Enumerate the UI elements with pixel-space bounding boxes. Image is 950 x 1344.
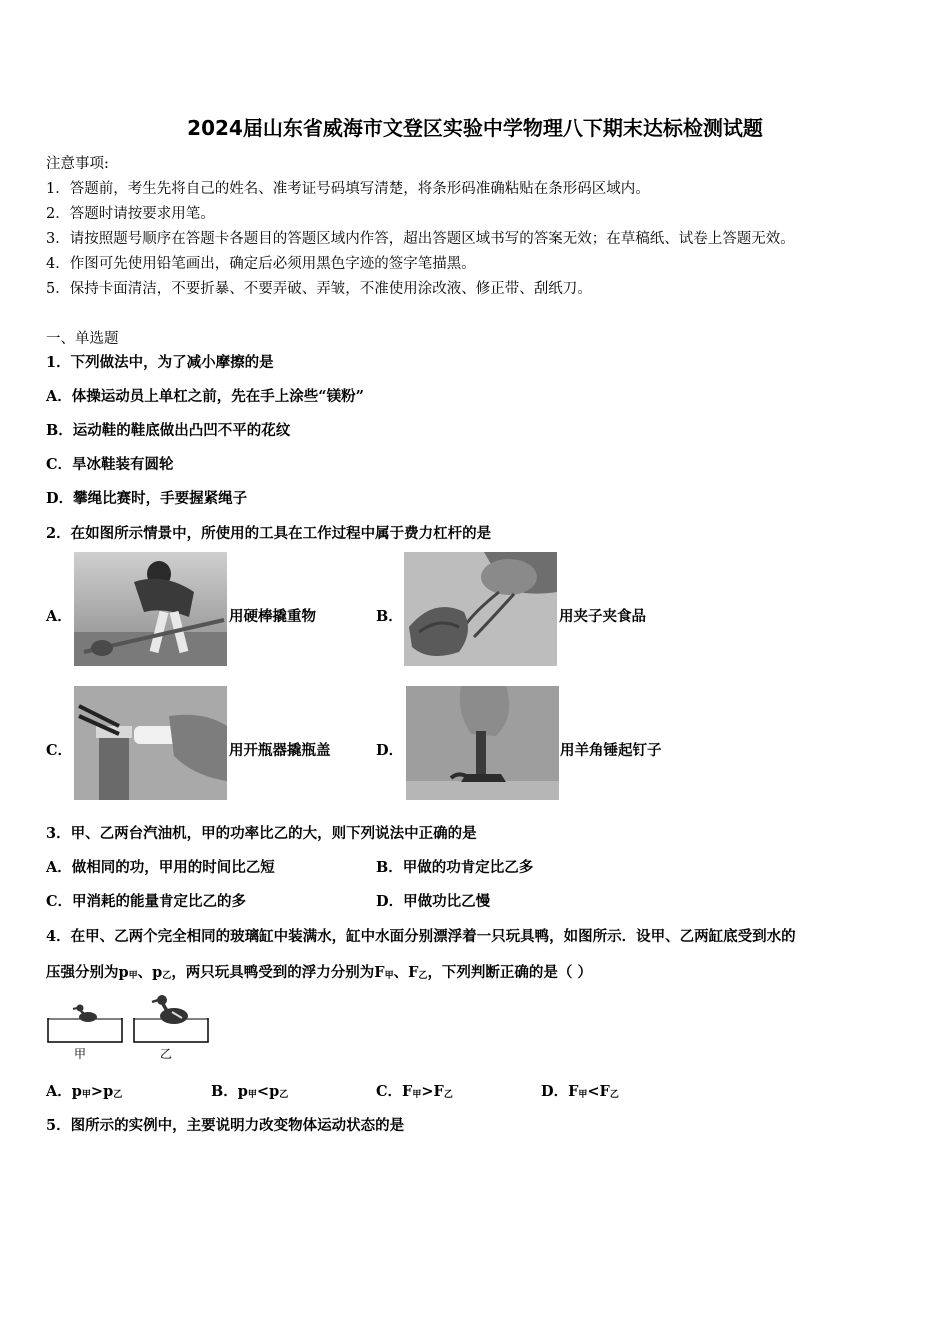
question-4-stem-line2: 压强分别为$p_甲$、$p_乙$，两只玩具鸭受到的浮力分别为$F_甲$、$F_乙$，下列判断正确的是（ ）: [46, 964, 592, 981]
notice-item: 5．保持卡面清洁，不要折暴、不要弄破、弄皱，不准使用涂改液、修正带、刮纸刀。: [46, 281, 592, 297]
tongs-photo: [404, 552, 557, 666]
section-heading: 一、单选题: [46, 331, 119, 347]
ducks-in-tanks-figure: [46, 992, 211, 1064]
notice-heading: 注意事项:: [46, 156, 109, 172]
notice-item: 1．答题前，考生先将自己的姓名、准考证号码填写清楚，将条形码准确粘贴在条形码区域内。: [46, 181, 650, 197]
question-2-option-b-caption: 用夹子夹食品: [559, 608, 646, 625]
question-1-option-d: D．攀绳比赛时，手要握紧绳子: [46, 490, 248, 507]
question-1-option-b: B．运动鞋的鞋底做出凸凹不平的花纹: [46, 422, 291, 439]
question-4-stem-line1: 4．在甲、乙两个完全相同的玻璃缸中装满水，缸中水面分别漂浮着一只玩具鸭，如图所示．设甲、乙两缸底受到水的: [46, 928, 796, 945]
bottle-opener-photo: [74, 686, 227, 800]
question-3-option-d: D．甲做功比乙慢: [376, 893, 491, 910]
question-3-option-c: C．甲消耗的能量肯定比乙的多: [46, 893, 247, 910]
question-2-stem: 2．在如图所示情景中，所使用的工具在工作过程中属于费力杠杆的是: [46, 525, 492, 542]
question-3-option-a: A．做相同的功，甲用的时间比乙短: [46, 859, 275, 876]
question-2-option-d-caption: 用羊角锤起钉子: [560, 742, 662, 759]
lever-crowbar-photo: [74, 552, 227, 666]
question-1-stem: 1．下列做法中，为了减小摩擦的是: [46, 354, 274, 371]
question-4-option-c: C．$F_甲>F_乙$: [376, 1083, 453, 1100]
question-5-stem: 5．图所示的实例中，主要说明力改变物体运动状态的是: [46, 1117, 405, 1134]
question-3-stem: 3．甲、乙两台汽油机，甲的功率比乙的大，则下列说法中正确的是: [46, 825, 477, 842]
question-4-option-d: D．$F_甲<F_乙$: [541, 1083, 619, 1100]
question-4-option-b: B．$p_甲<p_乙$: [211, 1083, 289, 1100]
question-2-option-d-letter: D．: [376, 742, 404, 759]
question-1-option-c: C．旱冰鞋装有圆轮: [46, 456, 174, 473]
notice-item: 2．答题时请按要求用笔。: [46, 206, 215, 222]
question-2-option-a-letter: A．: [46, 608, 72, 625]
large-duck-icon: [152, 995, 188, 1024]
page-title: 2024届山东省威海市文登区实验中学物理八下期末达标检测试题: [187, 116, 763, 140]
question-1-option-a: A．体操运动员上单杠之前，先在手上涂些“镁粉”: [46, 388, 364, 405]
question-2-option-b-letter: B．: [376, 608, 403, 625]
figure-label-yi: 乙: [160, 1047, 173, 1061]
figure-label-jia: 甲: [74, 1047, 87, 1061]
question-3-option-b: B．甲做的功肯定比乙多: [376, 859, 534, 876]
question-2-option-a-caption: 用硬棒撬重物: [229, 608, 316, 625]
question-4-option-a: A．$p_甲>p_乙$: [46, 1083, 123, 1100]
question-2-option-c-letter: C．: [46, 742, 73, 759]
notice-item: 4．作图可先使用铅笔画出，确定后必须用黑色字迹的签字笔描黑。: [46, 256, 476, 272]
question-2-option-c-caption: 用开瓶器撬瓶盖: [229, 742, 331, 759]
notice-item: 3．请按照题号顺序在答题卡各题目的答题区域内作答，超出答题区域书写的答案无效；在草稿纸、试卷上答题无效。: [46, 231, 795, 247]
claw-hammer-photo: [406, 686, 559, 800]
